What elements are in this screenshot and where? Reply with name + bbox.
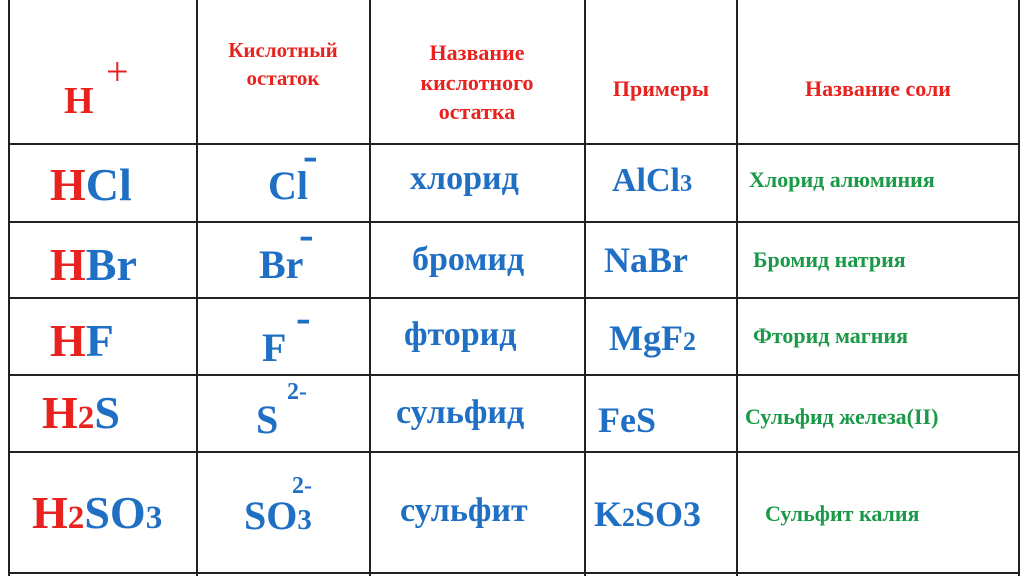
row-divider-2 <box>8 297 1020 299</box>
example-nabr: NaBr <box>604 240 688 280</box>
example-k2so3: K2SO3 <box>594 494 701 534</box>
acid-formula-hcl: HCl <box>50 159 132 210</box>
row-divider-header <box>8 143 1020 145</box>
row-divider-3 <box>8 374 1020 376</box>
header-examples: Примеры <box>612 76 710 101</box>
residue-cl: Cl <box>268 163 308 208</box>
residue-s: S <box>256 397 279 442</box>
salt-name-row-2: Бромид натрия <box>753 247 906 272</box>
salt-name-row-4: Сульфид железа(II) <box>745 404 939 429</box>
residue-so3: SO3 <box>244 493 312 538</box>
acid-formula-hbr: HBr <box>50 239 137 290</box>
header-salt-name: Название соли <box>805 76 951 101</box>
residue-charge-br: - <box>299 210 314 259</box>
salt-name-row-1: Хлорид алюминия <box>749 167 935 192</box>
residue-br: Br <box>259 242 304 287</box>
residue-name-sulfite: сульфит <box>400 492 528 529</box>
example-fes: FeS <box>598 400 656 440</box>
header-residue-name: Название кислотного остатка <box>420 40 534 125</box>
acid-formula-hf: HF <box>50 315 114 366</box>
residue-name-fluoride: фторид <box>404 316 517 353</box>
table-border-right <box>1018 0 1020 576</box>
residue-name-sulfide: сульфид <box>396 394 525 431</box>
salt-name-row-3: Фторид магния <box>753 323 909 348</box>
residue-f: F <box>262 325 287 370</box>
header-h-letter: H <box>64 80 94 122</box>
example-alcl3: AlCl3 <box>612 162 693 199</box>
acid-formula-h2so3: H2SO3 <box>32 487 163 538</box>
residue-charge-f: - <box>296 293 311 342</box>
residue-name-chloride: хлорид <box>410 160 519 197</box>
row-divider-4 <box>8 451 1020 453</box>
residue-charge-cl: - <box>303 131 318 180</box>
table-border-bottom <box>8 572 1020 574</box>
header-plus-sign: + <box>106 49 129 94</box>
table-border-left <box>8 0 10 576</box>
residue-charge-s: 2- <box>287 379 307 405</box>
residue-charge-so3: 2- <box>292 473 312 499</box>
residue-name-bromide: бромид <box>412 241 525 278</box>
example-mgf2: MgF2 <box>609 318 696 358</box>
salt-name-row-5: Сульфит калия <box>765 501 920 526</box>
header-acid-residue: Кислотный остаток <box>228 38 338 91</box>
acid-formula-h2s: H2S <box>42 387 120 438</box>
row-divider-1 <box>8 221 1020 223</box>
